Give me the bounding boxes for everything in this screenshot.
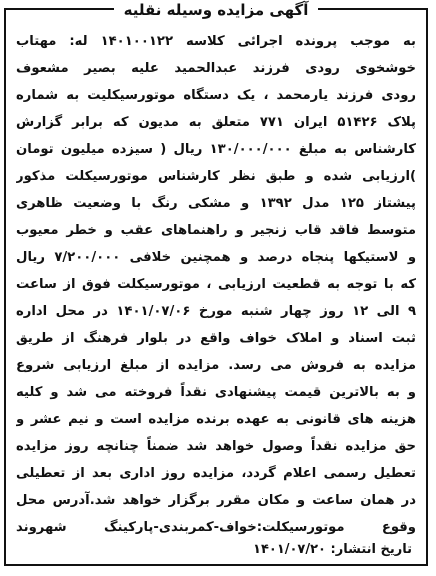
notice-line: مزایده به فروش می رسد. مزایده از مبلغ ارزیابی شروع	[16, 358, 416, 373]
notice-title-wrap	[6, 0, 426, 20]
notice-line: ۹ الی ۱۲ روز چهار شنبه مورخ ۱۴۰۱/۰۷/۰۶ در محل اداره	[16, 304, 416, 319]
notice-line: هزینه های قانونی به عهده برنده مزایده است و نیم عشر و	[16, 412, 416, 427]
notice-line: و لاستیکها پنجاه درصد و همچنین خلافی ۷/۲۰۰/۰۰۰ ریال	[16, 250, 416, 265]
notice-line: وقوع موتورسیکلت:خواف-کمربندی-پارکینگ شهروند	[16, 520, 416, 535]
notice-line: )ارزیابی شده و طبق نظر کارشناس موتورسیکلت مذکور	[16, 169, 416, 184]
notice-line: متوسط فاقد قاب زنجیر و راهنماهای عقب و خطر معیوب	[16, 223, 416, 238]
notice-title: آگهی مزایده وسیله نقلیه	[114, 0, 319, 20]
notice-line: و به بالاترین قیمت پیشنهادی نقداً فروخته می شد و کلیه	[16, 385, 416, 400]
notice-line: حق مزایده نقداً وصول خواهد شد ضمناً چنانچه روز مزایده	[16, 439, 416, 454]
notice-frame	[4, 1, 428, 566]
notice-body	[16, 28, 416, 541]
notice-line: که با توجه به قطعیت ارزیابی ، موتورسیکلت فوق از ساعت	[16, 277, 416, 292]
notice-line: کارشناس به مبلغ ۱۳۰/۰۰۰/۰۰۰ ریال ( سیزده میلیون تومان	[16, 142, 416, 157]
notice-line: در همان ساعت و مکان مقرر برگزار خواهد شد.آدرس محل	[16, 493, 416, 508]
notice-line: خوشخوی رودی فرزند عبدالحمید علیه بصیر مشعوف	[16, 61, 416, 76]
notice-line: پلاک ۵۱۴۲۶ ایران ۷۷۱ متعلق به مدیون که برابر گزارش	[16, 115, 416, 130]
notice-line: تعطیل رسمی اعلام گردد، مزایده روز اداری بعد از تعطیلی	[16, 466, 416, 481]
notice-line: ثبت اسناد و املاک خواف واقع در بلوار فرهنگ از طریق	[16, 331, 416, 346]
publish-date: تاریخ انتشار: ۱۴۰۱/۰۷/۲۰	[253, 542, 412, 557]
notice-line: به موجب پرونده اجرائی کلاسه ۱۴۰۱۰۰۱۲۲ له: مهتاب	[16, 34, 416, 49]
notice-line: رودی فرزند یارمحمد ، یک دستگاه موتورسیکلیت به شماره	[16, 88, 416, 103]
notice-line: پیشتاز ۱۲۵ مدل ۱۳۹۲ و مشکی رنگ با وضعیت ظاهری	[16, 196, 416, 211]
